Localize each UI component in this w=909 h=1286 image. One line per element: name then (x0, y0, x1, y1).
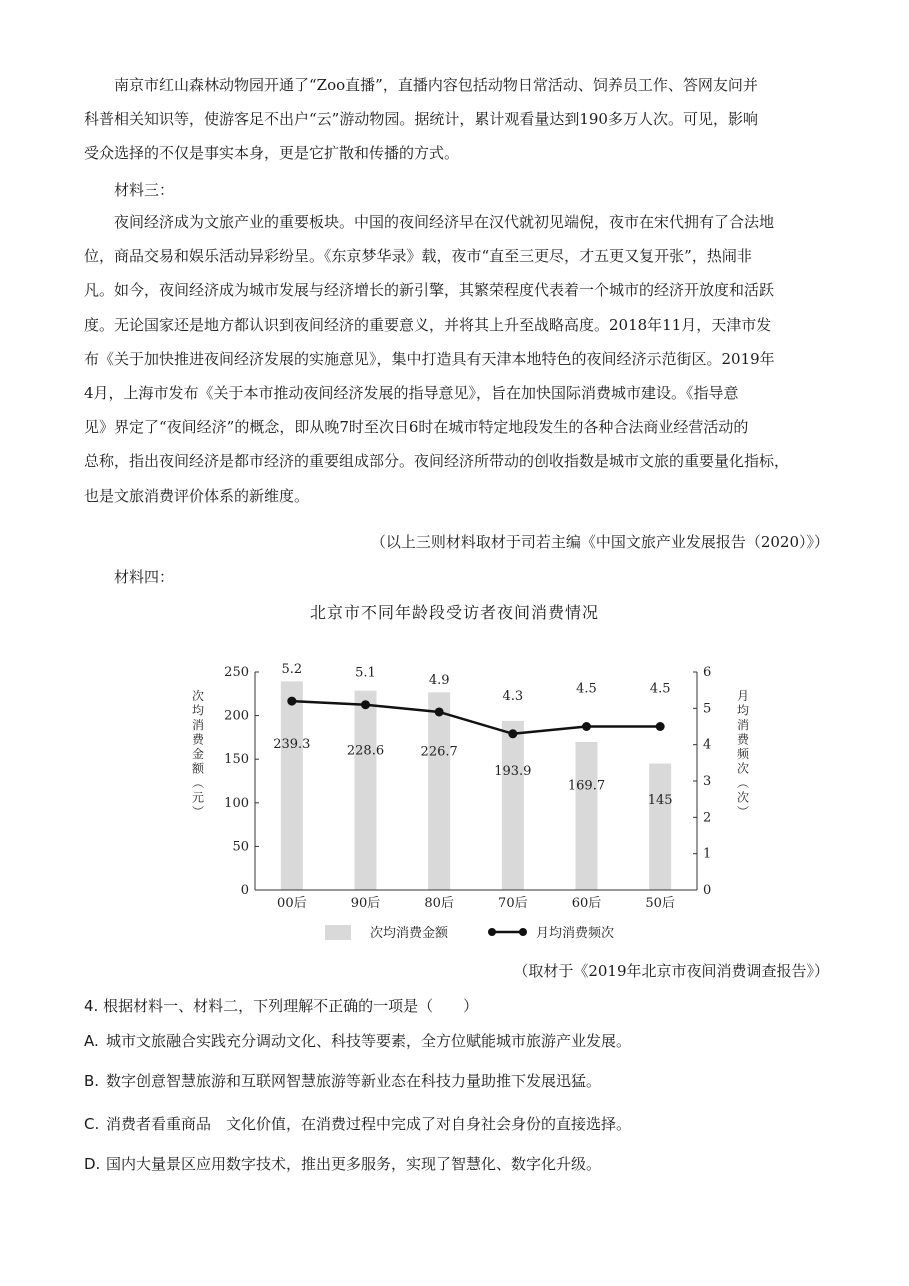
legend-line-marker (488, 928, 496, 936)
legend-line-label: 月均消费频次 (536, 926, 615, 941)
y-tick-label-left: 0 (240, 883, 249, 898)
y-tick-label-left: 150 (224, 752, 249, 768)
y-tick-label-right: 3 (703, 774, 712, 789)
text-line: 受众选择的不仅是事实本身，更是它扩散和传播的方式。 (84, 144, 460, 163)
y-tick-label-right: 2 (703, 810, 712, 826)
x-tick-label: 60后 (571, 896, 602, 911)
text-line: 见》界定了“夜间经济”的概念，即从晚7时至次日6时在城市特定地段发生的各种合法商业经营活动的 (84, 418, 749, 437)
text-line: 夜间经济成为文旅产业的重要板块。中国的夜间经济早在汉代就初见端倪，夜市在宋代拥有了合法地 (114, 213, 775, 231)
text-line: 科普相关知识等，使游客足不出户“云”游动物园。据统计，累计观看量达到190多万人次。可见，影响 (84, 110, 758, 129)
text-line: 位，商品交易和娱乐活动异彩纷呈。《东京梦华录》载，夜市“直至三更尽，才五更又复开张”，热闹非 (84, 247, 752, 266)
y-tick-label-right: 0 (703, 883, 712, 898)
line-value-label: 4.5 (649, 681, 671, 697)
y-tick-label-left: 200 (224, 708, 249, 724)
option-text: 消费者看重商品 文化价值，在消费过程中完成了对自身社会身份的直接选择。 (106, 1115, 632, 1133)
text-line: 布《关于加快推进夜间经济发展的实施意见》，集中打造具有天津本地特色的夜间经济示范街区。2019年 (84, 349, 775, 368)
material3-body (84, 205, 826, 513)
line-point (582, 722, 591, 731)
option-c[interactable] (84, 1113, 631, 1134)
legend-line-marker (519, 928, 527, 936)
line-point (656, 722, 665, 731)
text-line: 总称，指出夜间经济是都市经济的重要组成部分。夜间经济所带动的创收指数是城市文旅的重要量化指标， (84, 452, 790, 471)
y-tick-label-right: 5 (703, 701, 712, 717)
bar-value-label: 228.6 (346, 743, 385, 759)
line-value-label: 4.9 (428, 672, 450, 688)
chart-title: 北京市不同年龄段受访者夜间消费情况 (309, 603, 599, 622)
bar-value-label: 239.3 (273, 737, 311, 753)
bar (355, 691, 377, 890)
material3-label: 材料三： (114, 181, 175, 199)
option-d[interactable] (84, 1153, 601, 1174)
bar-value-label: 145 (647, 793, 673, 809)
x-tick-label: 00后 (277, 896, 307, 911)
bar-value-label: 169.7 (567, 778, 606, 794)
y-tick-label-right: 6 (703, 665, 712, 680)
x-tick-label: 90后 (350, 896, 381, 911)
option-text: 数字创意智慧旅游和互联网智慧旅游等新业态在科技力量助推下发展迅猛。 (106, 1072, 602, 1090)
y-axis-title-left: 次均消费金额︵元︶ (191, 689, 205, 819)
bar (576, 742, 598, 890)
text-line: 也是文旅消费评价体系的新维度。 (84, 486, 310, 505)
option-letter: B. (84, 1072, 100, 1090)
y-tick-label-left: 100 (224, 795, 249, 811)
bar (281, 681, 303, 890)
line-value-label: 4.5 (576, 681, 597, 697)
material2-tail (84, 68, 826, 171)
legend-bar-label: 次均消费金额 (370, 926, 449, 941)
bar (649, 764, 671, 890)
option-a[interactable] (84, 1030, 631, 1051)
source-note-materials: （以上三则材料取材于司若主编《中国文旅产业发展报告（2020）》） (370, 533, 829, 551)
y-tick-label-left: 50 (232, 839, 249, 855)
y-tick-label-right: 1 (703, 846, 712, 862)
y-tick-label-right: 4 (703, 737, 712, 753)
bar (428, 692, 450, 890)
option-letter: D. (84, 1155, 101, 1173)
text-line: 凡。如今，夜间经济成为城市发展与经济增长的新引擎，其繁荣程度代表着一个城市的经济开放度和活跃 (84, 281, 775, 300)
bar-value-label: 193.9 (494, 764, 532, 780)
option-letter: A. (84, 1032, 99, 1050)
option-text: 国内大量景区应用数字技术，推出更多服务，实现了智慧化、数字化升级。 (106, 1155, 602, 1173)
option-text: 城市文旅融合实践充分调动文化、科技等要素，全方位赋能城市旅游产业发展。 (106, 1032, 632, 1050)
line-value-label: 4.3 (502, 688, 524, 704)
line-point (287, 697, 296, 706)
source-note-chart: （取材于《2019年北京市夜间消费调查报告》） (513, 962, 829, 980)
x-tick-label: 50后 (645, 896, 675, 911)
legend-bar-swatch (325, 925, 351, 940)
y-tick-label-left: 250 (224, 665, 249, 680)
x-tick-label: 80后 (424, 896, 454, 911)
option-letter: C. (84, 1115, 100, 1133)
text-line: 度。无论国家还是地方都认识到夜间经济的重要意义，并将其上升至战略高度。2018年11月，天津市发 (84, 315, 772, 334)
option-b[interactable] (84, 1070, 601, 1091)
line-point (508, 729, 517, 738)
consumption-chart (180, 650, 760, 950)
bar (502, 721, 524, 890)
text-line: 南京市红山森林动物园开通了“Zoo直播”，直播内容包括动物日常活动、饲养员工作、答网友问并 (114, 76, 758, 94)
line-value-label: 5.2 (281, 662, 303, 678)
line-point (435, 707, 444, 716)
question-stem: 4. 根据材料一、材料二，下列理解不正确的一项是（ ） (84, 997, 479, 1015)
bar-value-label: 226.7 (420, 744, 458, 760)
material4-label: 材料四： (114, 568, 175, 586)
line-value-label: 5.1 (355, 665, 376, 681)
line-series (292, 701, 660, 734)
text-line: 4月，上海市发布《关于本市推动夜间经济发展的指导意见》，旨在加快国际消费城市建设。《指导意 (84, 384, 739, 403)
x-tick-label: 70后 (498, 896, 528, 911)
y-axis-title-right: 月均消费频次︵次︶ (736, 689, 750, 819)
line-point (361, 700, 370, 709)
